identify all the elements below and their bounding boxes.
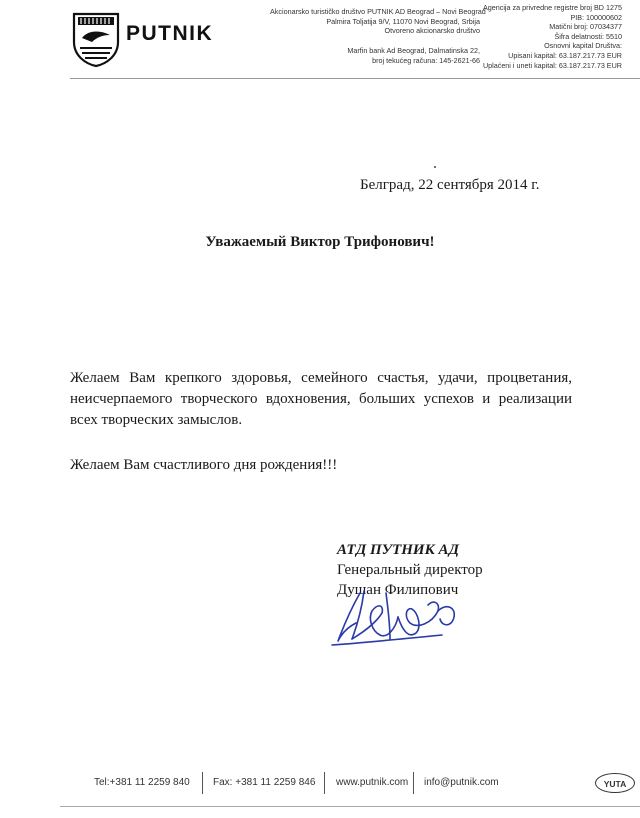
salutation: Уважаемый Виктор Трифонович! [205, 234, 435, 250]
bank-line: Marfin bank Ad Beograd, Dalmatinska 22, [347, 46, 480, 55]
bank-line: broj tekućeg računa: 145-2621-66 [372, 55, 480, 65]
registry-info [470, 3, 622, 70]
signer-company: АТД ПУТНИК АД [337, 542, 459, 558]
letter-date: Белград, 22 сентября 2014 г. [360, 177, 540, 193]
company-line: Palmira Toljatija 9/V, 11070 Novi Beograd, Srbija [326, 16, 480, 26]
handwritten-signature [322, 583, 472, 651]
footer-website-link[interactable]: www.putnik.com [336, 777, 409, 788]
footer-separator [324, 772, 325, 794]
registry-line: Upisani kapital: 63.187.217.73 EUR [508, 50, 622, 60]
registry-line: PIB: 100000602 [570, 12, 622, 22]
footer-phone[interactable]: Tel:+381 11 2259 840 [94, 777, 190, 788]
registry-line: Uplaćeni i uneti kapital: 63.187.217.73 EUR [482, 60, 622, 70]
footer-separator [202, 772, 203, 794]
header-divider [70, 78, 640, 79]
birthday-wish: Желаем Вам счастливого дня рождения!!! [70, 457, 338, 473]
company-info [270, 7, 486, 36]
registry-line: Matični broj: 07034377 [549, 22, 622, 32]
signer-title: Генеральный директор [337, 562, 483, 578]
brand-wordmark: PUTNIK [126, 22, 214, 45]
footer-email-link[interactable]: info@putnik.com [424, 777, 499, 788]
yuta-badge-logo: YUTA [595, 773, 635, 793]
registry-line: Osnovni kapital Društva: [544, 41, 622, 51]
registry-line: Agencija za privredne registre broj BD 1275 [482, 3, 622, 12]
footer-separator [413, 772, 414, 794]
bank-info [270, 46, 480, 65]
footer-divider [60, 806, 640, 807]
footer [60, 770, 640, 796]
registry-line: Šifra delatnosti: 5510 [554, 31, 622, 41]
putnik-emblem-logo [70, 8, 122, 68]
greeting-paragraph: Желаем Вам крепкого здоровья, семейного счастья, удачи, процветания, неисчерпаемого творческого вдохновения, больших успехов и реализации всех творческих замыслов. [70, 370, 572, 428]
footer-fax: Fax: +381 11 2259 846 [213, 777, 316, 788]
company-line: Otvoreno akcionarsko društvo [384, 26, 480, 36]
stray-mark [434, 166, 436, 168]
signer-name: Душан Филипович [337, 582, 459, 598]
company-line: Akcionarsko turističko društvo PUTNIK AD Beograd – Novi Beograd [270, 7, 486, 16]
